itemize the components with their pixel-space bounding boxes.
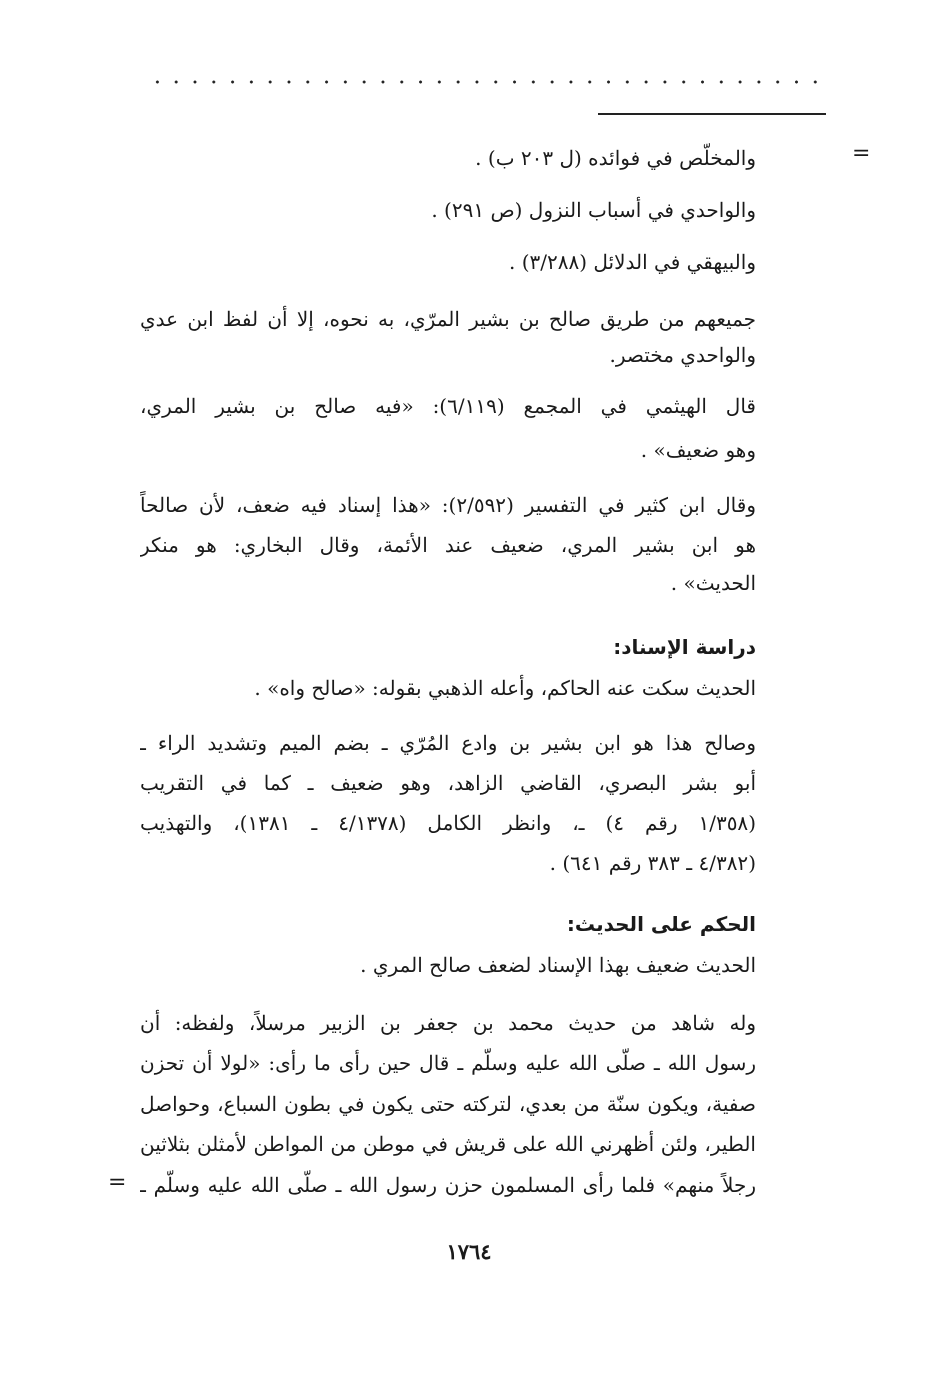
text-line-9: صفية، ويكون سنّة من بعدي، لتركته حتى يكون في بطون السباع، وحواصل [140, 1092, 756, 1116]
footnote-line-6: قال الهيثمي في المجمع (٦/١١٩): «فيه صالح بن بشير المري، [140, 394, 756, 418]
section-heading-hadith-ruling: الحكم على الحديث: [566, 912, 756, 936]
footnote-line-1: والمخلّص في فوائده (ل ٢٠٣ ب) . [475, 146, 756, 170]
footnote-line-4: جميعهم من طريق صالح بن بشير المرّي، به نحوه، إلا أن لفظ ابن عدي [140, 307, 756, 331]
footnote-line-10: الحديث» . [670, 571, 756, 595]
footnote-line-7: وهو ضعيف» . [640, 438, 756, 462]
footnote-line-2: والواحدي في أسباب النزول (ص ٢٩١) . [431, 198, 756, 222]
text-line-1: الحديث سكت عنه الحاكم، وأعله الذهبي بقوله: «صالح واه» . [254, 676, 756, 700]
text-line-4: (١/٣٥٨ رقم ٤) ـ، وانظر الكامل (٤/١٣٧٨ ـ ١٣٨١)، والتهذيب [140, 811, 756, 835]
text-line-10: الطير، ولئن أظهرني الله على قريش في موطن من المواطن لأمثلن بثلاثين [140, 1132, 756, 1156]
text-line-7: وله شاهد من حديث محمد بن جعفر بن الزبير مرسلاً، ولفظه: أن [140, 1011, 756, 1035]
footnote-line-5: والواحدي مختصر. [609, 343, 756, 367]
page-number: ١٧٦٤ [446, 1239, 492, 1264]
text-line-6: الحديث ضعيف بهذا الإسناد لضعف صالح المري . [360, 953, 756, 977]
continuation-mark-bottom: = [108, 1170, 127, 1195]
text-line-5: (٤/٣٨٢ ـ ٣٨٣ رقم ٦٤١) . [549, 851, 756, 875]
text-line-8: رسول الله ـ صلّى الله عليه وسلّم ـ قال حين رأى ما رأى: «لولا أن تحزن [140, 1051, 756, 1075]
footnote-line-8: وقال ابن كثير في التفسير (٢/٥٩٢): «هذا إسناد فيه ضعف، لأن صالحاً [140, 493, 756, 517]
text-line-11: رجلاً منهم» فلما رأى المسلمون حزن رسول الله ـ صلّى الله عليه وسلّم ـ [140, 1173, 756, 1197]
continuation-mark-top: = [852, 141, 871, 166]
footnote-rule [598, 113, 826, 115]
section-heading-isnad-study: دراسة الإسناد: [613, 635, 756, 659]
footnote-line-3: والبيهقي في الدلائل (٣/٢٨٨) . [508, 250, 756, 274]
text-line-2: وصالح هذا هو ابن بشير بن وادع المُرّي ـ بضم الميم وتشديد الراء ـ [140, 731, 756, 755]
footnote-line-9: هو ابن بشير المري، ضعيف عند الأئمة، وقال البخاري: هو منكر [140, 533, 756, 557]
dotted-separator [148, 80, 826, 84]
text-line-3: أبو بشر البصري، القاضي الزاهد، وهو ضعيف ـ كما في التقريب [140, 771, 756, 795]
